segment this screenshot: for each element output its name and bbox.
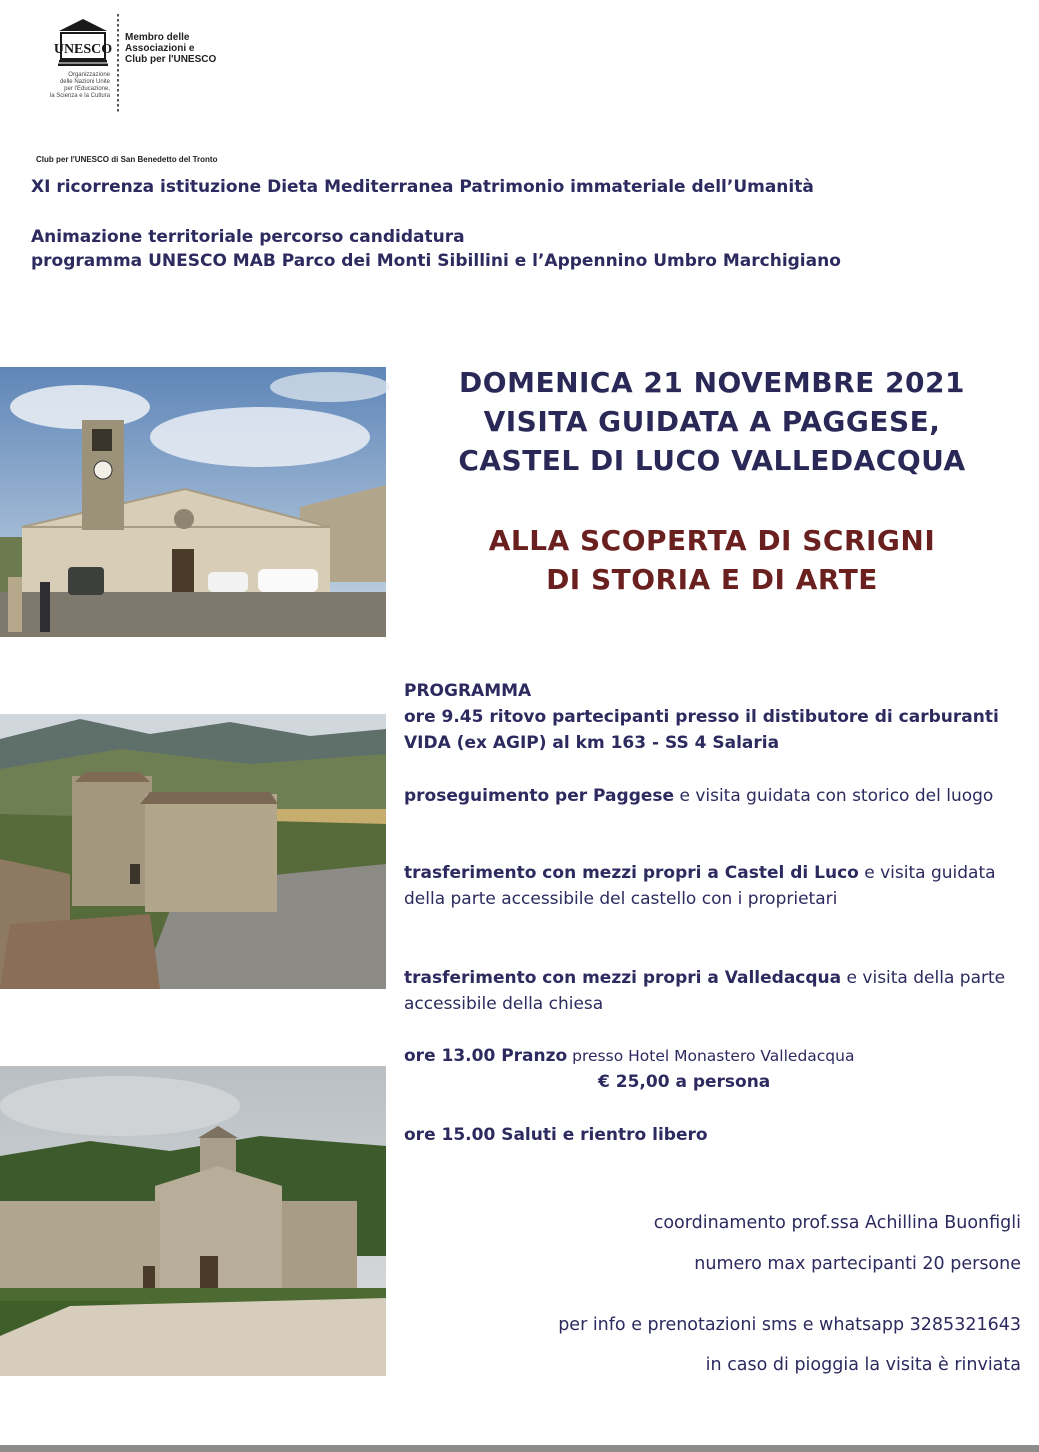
program-item-valledacqua: trasferimento con mezzi propri a Valledacqua e visita della parte accessibile della chiesa [404,968,1006,1014]
event-title [396,363,1028,480]
booking-info: per info e prenotazioni sms e whatsapp 3285321643 [558,1315,1021,1335]
event-title-line: VISITA GUIDATA A PAGGESE, [483,405,941,438]
program-item-farewell: ore 15.00 Saluti e rientro libero [404,1125,708,1145]
program-item-paggese: proseguimento per Paggese e visita guidata con storico del luogo [404,786,994,806]
paggese-church-photo [0,367,386,637]
unesco-temple-logo [53,18,113,66]
event-date: DOMENICA 21 NOVEMBRE 2021 [459,366,965,399]
event-subtitle-line: ALLA SCOPERTA DI SCRIGNI [488,524,936,557]
logo-org-line: la Scienza e la Cultura [49,93,110,99]
logo-side-line: Club per l'UNESCO [125,54,217,65]
club-name: Club per l'UNESCO di San Benedetto del Tronto [36,155,218,164]
program-section [404,678,1024,756]
intro-anniversary: XI ricorrenza istituzione Dieta Mediterranea Patrimonio immateriale dell’Umanità [31,177,814,197]
program-item-lunch: ore 13.00 Pranzo presso Hotel Monastero Valledacqua [404,1046,855,1066]
coordination: coordinamento prof.ssa Achillina Buonfigli [653,1213,1021,1233]
rain-notice: in caso di pioggia la visita è rinviata [705,1355,1021,1375]
event-subtitle-line: DI STORIA E DI ARTE [546,563,878,596]
unesco-org-caption [30,72,110,100]
logo-org-line: per l'Educazione, [64,86,110,92]
logo-org-line: delle Nazioni Unite [59,79,110,85]
program-item-castel-di-luco: trasferimento con mezzi propri a Castel di Luco e visita guidata della parte accessibile del castello con i proprietari [404,863,996,909]
logo-divider [117,14,119,112]
logo-org-line: Organizzazione [68,72,110,78]
intro-programme: programma UNESCO MAB Parco dei Monti Sibillini e l’Appennino Umbro Marchigiano [31,251,841,271]
castel-di-luco-photo [0,714,386,989]
unesco-side-caption [125,32,255,65]
max-participants: numero max partecipanti 20 persone [694,1254,1021,1274]
lunch-price: € 25,00 a persona [598,1072,771,1092]
unesco-logo-text: UNESCO [53,42,113,57]
bottom-border [0,1445,1039,1452]
program-item-meeting: ore 9.45 ritovo partecipanti presso il distibutore di carburanti VIDA (ex AGIP) al km 163 - SS 4 Salaria [404,707,999,753]
event-title-line: CASTEL DI LUCO VALLEDACQUA [458,444,966,477]
intro-animation: Animazione territoriale percorso candidatura [31,227,465,247]
valledacqua-monastery-photo [0,1066,386,1376]
logo-side-line: Membro delle [125,32,190,43]
program-heading: PROGRAMMA [404,681,532,701]
logo-side-line: Associazioni e [125,43,195,54]
event-subtitle [396,521,1028,599]
